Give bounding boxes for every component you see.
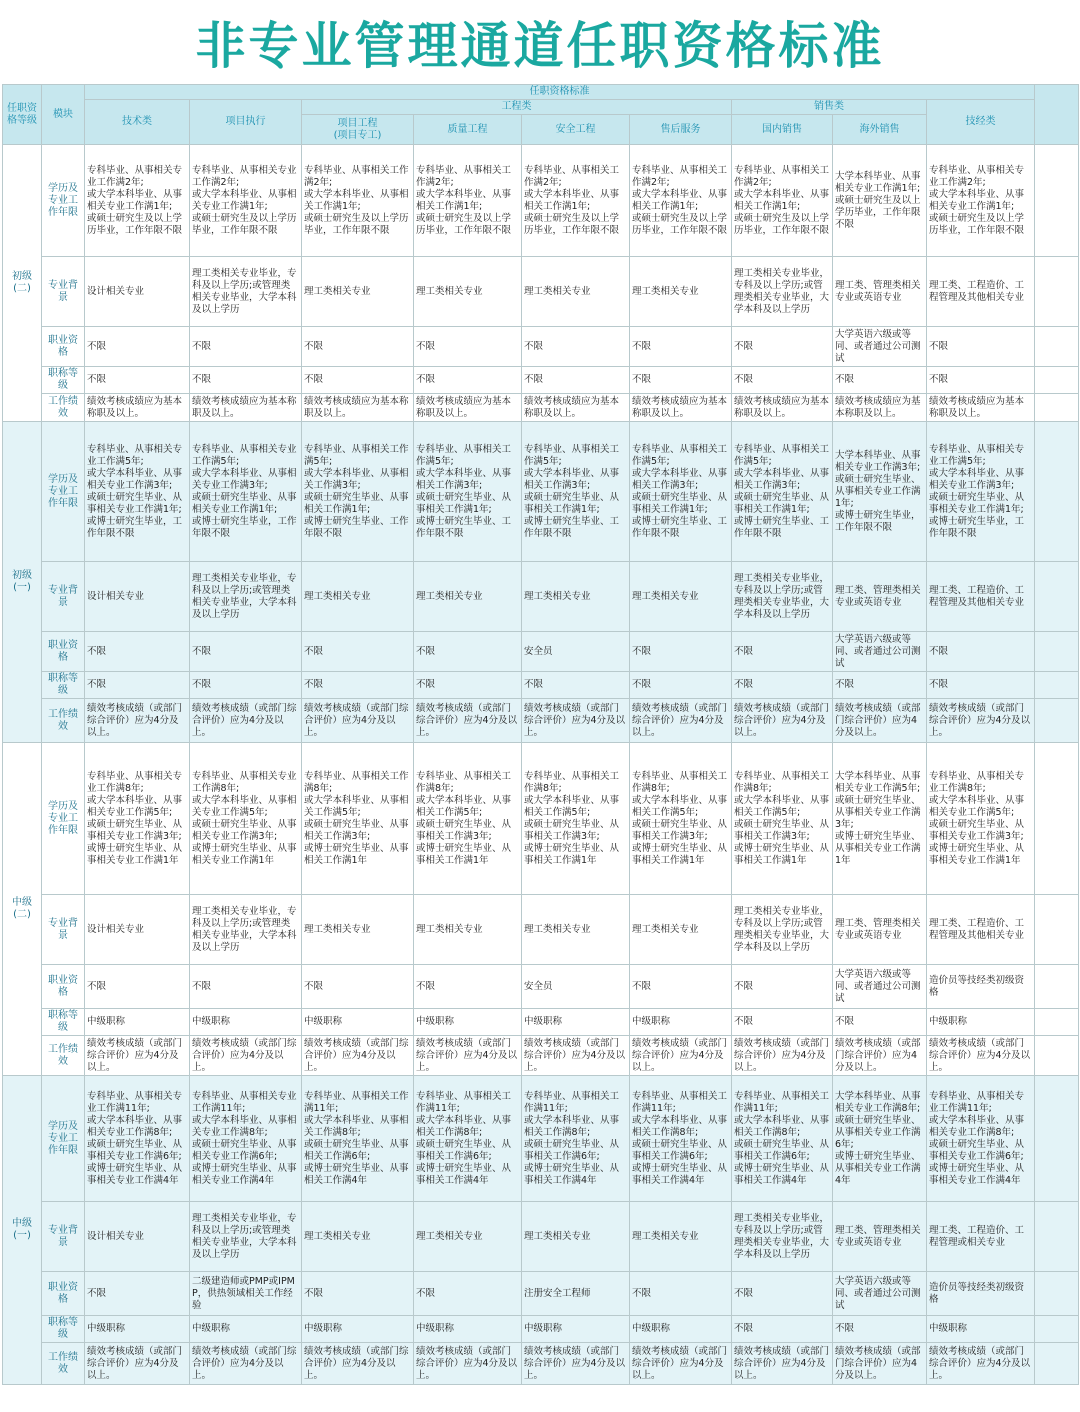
table-cell: 理工类相关专业 (302, 895, 414, 965)
table-cell: 理工类相关专业毕业，专科及以上学历;或管理类相关专业毕业，大学本科及以上学历 (190, 895, 302, 965)
blank-cell (1035, 632, 1079, 672)
table-cell: 专科毕业、从事相关工作满8年; 或大学本科毕业、从事相关工作满5年; 或硕士研究生毕业、从事相关工作满3年; 或博士研究生毕业、从事相关工作满1年 (522, 743, 630, 895)
blank-cell (1035, 145, 1079, 257)
table-cell: 专科毕业、从事相关工作满2年; 或大学本科毕业、从事相关工作满1年; 或硕士研究生及以上学历毕业，工作年限不限 (630, 145, 732, 257)
table-cell: 中级职称 (85, 1009, 190, 1036)
table-cell: 安全员 (522, 965, 630, 1009)
table-cell: 不限 (190, 327, 302, 367)
table-row (3, 327, 1079, 367)
table-cell: 绩效考核成绩应为基本称职及以上。 (927, 394, 1035, 422)
table-cell: 专科毕业、从事相关专业工作满11年; 或大学本科毕业、从事相关专业工作满8年; 或硕士研究生毕业、从事相关专业工作满6年; 或博士研究生毕业、从事相关专业工作满4年 (85, 1076, 190, 1202)
module-label: 工作绩效 (42, 1343, 85, 1385)
table-cell: 绩效考核成绩（或部门综合评价）应为4分及以上。 (630, 1036, 732, 1076)
table-cell: 安全员 (522, 632, 630, 672)
table-row (3, 145, 1079, 257)
table-cell: 不限 (732, 367, 833, 394)
table-cell: 不限 (85, 632, 190, 672)
module-label: 工作绩效 (42, 394, 85, 422)
table-cell: 理工类相关专业毕业，专科及以上学历;或管理类相关专业毕业，大学本科及以上学历 (190, 257, 302, 327)
table-cell: 专科毕业、从事相关专业工作满11年; 或大学本科毕业、从事相关专业工作满8年; 或硕士研究生毕业、从事相关专业工作满6年; 或博士研究生毕业、从事相关专业工作满4年 (190, 1076, 302, 1202)
table-cell: 中级职称 (927, 1009, 1035, 1036)
table-cell: 不限 (302, 327, 414, 367)
table-row (3, 394, 1079, 422)
table-cell: 不限 (414, 1272, 522, 1316)
table-cell: 不限 (927, 672, 1035, 699)
table-cell: 绩效考核成绩应为基本称职及以上。 (190, 394, 302, 422)
table-cell: 中级职称 (630, 1316, 732, 1343)
table-cell: 造价员等技经类初级资格 (927, 965, 1035, 1009)
table-cell: 不限 (630, 327, 732, 367)
table-cell: 专科毕业、从事相关工作满11年; 或大学本科毕业、从事相关工作满8年; 或硕士研究生毕业、从事相关工作满6年; 或博士研究生毕业、从事相关工作满4年 (630, 1076, 732, 1202)
table-cell: 理工类相关专业毕业，专科及以上学历;或管理类相关专业毕业，大学本科及以上学历 (732, 562, 833, 632)
table-cell: 不限 (833, 367, 927, 394)
blank-cell (1035, 394, 1079, 422)
module-label: 工作绩效 (42, 1036, 85, 1076)
table-cell: 理工类相关专业 (630, 257, 732, 327)
table-cell: 大学英语六级或等同、或者通过公司测试 (833, 632, 927, 672)
table-cell: 理工类相关专业 (522, 895, 630, 965)
module-label: 职称等级 (42, 367, 85, 394)
table-cell: 不限 (302, 367, 414, 394)
table-cell: 不限 (833, 672, 927, 699)
table-row (3, 1316, 1079, 1343)
table-cell: 专科毕业、从事相关工作满11年; 或大学本科毕业、从事相关工作满8年; 或硕士研究生毕业、从事相关工作满6年; 或博士研究生毕业、从事相关工作满4年 (414, 1076, 522, 1202)
blank-cell (1035, 1036, 1079, 1076)
table-cell: 专科毕业、从事相关专业工作满5年; 或大学本科毕业、从事相关专业工作满3年; 或硕士研究生毕业、从事相关专业工作满1年; 或博士研究生毕业，工作年限不限 (927, 422, 1035, 562)
table-cell: 绩效考核成绩（或部门综合评价）应为4分及以上。 (927, 1343, 1035, 1385)
table-cell: 理工类、管理类相关专业或英语专业 (833, 562, 927, 632)
module-label: 学历及专业工作年限 (42, 145, 85, 257)
table-cell: 绩效考核成绩（或部门综合评价）应为4分及以上。 (302, 1036, 414, 1076)
table-cell: 不限 (190, 672, 302, 699)
table-cell: 不限 (414, 327, 522, 367)
col-header: 售后服务 (630, 115, 732, 145)
table-cell: 专科毕业、从事相关专业工作满5年; 或大学本科毕业、从事相关专业工作满3年; 或硕士研究生毕业、从事相关专业工作满1年; 或博士研究生毕业，工作年限不限 (190, 422, 302, 562)
table-cell: 绩效考核成绩（或部门综合评价）应为4分及以上。 (302, 699, 414, 743)
table-cell: 绩效考核成绩应为基本称职及以上。 (833, 394, 927, 422)
table-row (3, 1036, 1079, 1076)
table-cell: 理工类相关专业 (302, 1202, 414, 1272)
table-cell: 专科毕业、从事相关工作满11年; 或大学本科毕业、从事相关工作满8年; 或硕士研究生毕业、从事相关工作满6年; 或博士研究生毕业、从事相关工作满4年 (302, 1076, 414, 1202)
table-cell: 不限 (630, 367, 732, 394)
blank-cell (1035, 257, 1079, 327)
table-cell: 不限 (833, 1009, 927, 1036)
table-cell: 中级职称 (927, 1316, 1035, 1343)
module-label: 职业资格 (42, 632, 85, 672)
blank-cell (1035, 367, 1079, 394)
table-cell: 理工类、管理类相关专业或英语专业 (833, 895, 927, 965)
table-cell: 理工类相关专业毕业，专科及以上学历;或管理类相关专业毕业，大学本科及以上学历 (732, 1202, 833, 1272)
table-cell: 专科毕业、从事相关工作满11年; 或大学本科毕业、从事相关工作满8年; 或硕士研究生毕业、从事相关工作满6年; 或博士研究生毕业、从事相关工作满4年 (732, 1076, 833, 1202)
table-cell: 不限 (522, 367, 630, 394)
col-header: 国内销售 (732, 115, 833, 145)
level-label: 初级 (二) (3, 145, 42, 422)
table-cell: 不限 (302, 672, 414, 699)
blank-cell (1035, 699, 1079, 743)
blank-cell (1035, 1272, 1079, 1316)
table-cell: 中级职称 (630, 1009, 732, 1036)
table-cell: 专科毕业、从事相关专业工作满8年; 或大学本科毕业、从事相关专业工作满5年; 或硕士研究生毕业、从事相关专业工作满3年; 或博士研究生毕业、从事相关专业工作满1年 (927, 743, 1035, 895)
table-cell: 不限 (732, 1009, 833, 1036)
table-cell: 中级职称 (522, 1009, 630, 1036)
table-cell: 中级职称 (414, 1316, 522, 1343)
table-cell: 绩效考核成绩（或部门综合评价）应为4分及以上。 (85, 1036, 190, 1076)
table-cell: 不限 (927, 367, 1035, 394)
table-cell: 不限 (302, 632, 414, 672)
blank-header (1035, 85, 1079, 145)
table-cell: 绩效考核成绩（或部门综合评价）应为4分及以上。 (190, 1036, 302, 1076)
table-row (3, 562, 1079, 632)
module-label: 职称等级 (42, 672, 85, 699)
table-cell: 绩效考核成绩（或部门综合评价）应为4分及以上。 (85, 699, 190, 743)
table-cell: 专科毕业、从事相关工作满2年; 或大学本科毕业、从事相关工作满1年; 或硕士研究生及以上学历毕业，工作年限不限 (302, 145, 414, 257)
table-cell: 大学英语六级或等同、或者通过公司测试 (833, 965, 927, 1009)
module-column-header: 模块 (42, 85, 85, 145)
module-label: 工作绩效 (42, 699, 85, 743)
table-cell: 绩效考核成绩（或部门综合评价）应为4分及以上。 (414, 1036, 522, 1076)
blank-cell (1035, 327, 1079, 367)
table-cell: 理工类相关专业 (630, 895, 732, 965)
col-header: 技经类 (927, 100, 1035, 145)
table-cell: 不限 (302, 965, 414, 1009)
table-cell: 绩效考核成绩（或部门综合评价）应为4分及以上。 (927, 1036, 1035, 1076)
table-cell: 不限 (522, 327, 630, 367)
table-cell: 理工类相关专业 (414, 1202, 522, 1272)
table-cell: 专科毕业、从事相关工作满11年; 或大学本科毕业、从事相关工作满8年; 或硕士研究生毕业、从事相关工作满6年; 或博士研究生毕业、从事相关工作满4年 (522, 1076, 630, 1202)
table-cell: 不限 (732, 965, 833, 1009)
table-cell: 绩效考核成绩（或部门综合评价）应为4分及以上。 (522, 1036, 630, 1076)
blank-cell (1035, 1076, 1079, 1202)
table-cell: 注册安全工程师 (522, 1272, 630, 1316)
table-cell: 绩效考核成绩（或部门综合评价）应为4分及以上。 (630, 1343, 732, 1385)
blank-cell (1035, 672, 1079, 699)
blank-cell (1035, 965, 1079, 1009)
blank-cell (1035, 1009, 1079, 1036)
table-cell: 理工类相关专业 (522, 1202, 630, 1272)
table-cell: 专科毕业、从事相关专业工作满11年; 或大学本科毕业、从事相关专业工作满8年; 或硕士研究生毕业、从事相关专业工作满6年; 或博士研究生毕业、从事相关专业工作满4年 (927, 1076, 1035, 1202)
table-cell: 理工类相关专业 (302, 562, 414, 632)
table-cell: 不限 (414, 632, 522, 672)
module-label: 职称等级 (42, 1316, 85, 1343)
table-cell: 绩效考核成绩应为基本称职及以上。 (302, 394, 414, 422)
table-cell: 不限 (85, 327, 190, 367)
table-cell: 绩效考核成绩（或部门综合评价）应为4分及以上。 (522, 699, 630, 743)
table-cell: 专科毕业、从事相关专业工作满2年; 或大学本科毕业、从事相关专业工作满1年; 或硕士研究生及以上学历毕业，工作年限不限 (927, 145, 1035, 257)
table-cell: 不限 (732, 1316, 833, 1343)
table-cell: 不限 (732, 1272, 833, 1316)
table-cell: 大学英语六级或等同、或者通过公司测试 (833, 1272, 927, 1316)
table-cell: 专科毕业、从事相关专业工作满2年; 或大学本科毕业、从事相关专业工作满1年; 或硕士研究生及以上学历毕业，工作年限不限 (190, 145, 302, 257)
table-cell: 绩效考核成绩（或部门综合评价）应为4分及以上。 (414, 1343, 522, 1385)
table-cell: 不限 (190, 632, 302, 672)
table-cell: 专科毕业、从事相关专业工作满8年; 或大学本科毕业、从事相关专业工作满5年; 或硕士研究生毕业、从事相关专业工作满3年; 或博士研究生毕业、从事相关专业工作满1年 (85, 743, 190, 895)
table-cell: 绩效考核成绩应为基本称职及以上。 (85, 394, 190, 422)
table-cell: 专科毕业、从事相关工作满8年; 或大学本科毕业、从事相关工作满5年; 或硕士研究生毕业、从事相关工作满3年; 或博士研究生毕业、从事相关工作满1年 (302, 743, 414, 895)
module-label: 学历及专业工作年限 (42, 743, 85, 895)
table-cell: 绩效考核成绩应为基本称职及以上。 (522, 394, 630, 422)
table-cell: 不限 (927, 327, 1035, 367)
table-cell: 绩效考核成绩（或部门综合评价）应为4分及以上。 (732, 1036, 833, 1076)
module-label: 职业资格 (42, 327, 85, 367)
blank-cell (1035, 895, 1079, 965)
module-label: 专业背景 (42, 257, 85, 327)
table-cell: 绩效考核成绩（或部门综合评价）应为4分及以上。 (833, 1343, 927, 1385)
table-cell: 不限 (732, 327, 833, 367)
module-label: 职称等级 (42, 1009, 85, 1036)
blank-cell (1035, 743, 1079, 895)
table-cell: 专科毕业、从事相关工作满5年; 或大学本科毕业、从事相关工作满3年; 或硕士研究生毕业、从事相关工作满1年; 或博士研究生毕业、工作年限不限 (630, 422, 732, 562)
table-cell: 设计相关专业 (85, 257, 190, 327)
table-cell: 理工类、管理类相关专业或英语专业 (833, 1202, 927, 1272)
table-row (3, 367, 1079, 394)
table-cell: 不限 (190, 965, 302, 1009)
table-cell: 理工类相关专业毕业，专科及以上学历;或管理类相关专业毕业，大学本科及以上学历 (732, 257, 833, 327)
table-cell: 二级建造师或PMP或IPMP，供热领域相关工作经验 (190, 1272, 302, 1316)
col-header: 海外销售 (833, 115, 927, 145)
table-cell: 理工类相关专业 (522, 257, 630, 327)
table-cell: 理工类相关专业 (302, 257, 414, 327)
blank-cell (1035, 562, 1079, 632)
table-cell: 不限 (732, 632, 833, 672)
table-cell: 设计相关专业 (85, 895, 190, 965)
blank-cell (1035, 422, 1079, 562)
table-cell: 绩效考核成绩（或部门综合评价）应为4分及以上。 (833, 1036, 927, 1076)
table-cell: 绩效考核成绩应为基本称职及以上。 (414, 394, 522, 422)
table-cell: 大学本科毕业、从事相关专业工作满5年; 或硕士研究生毕业、从事相关专业工作满3年; 或博士研究生毕业、从事相关专业工作满1年 (833, 743, 927, 895)
table-row (3, 743, 1079, 895)
table-cell: 绩效考核成绩应为基本称职及以上。 (630, 394, 732, 422)
col-header: 项目工程 (项目专工) (302, 115, 414, 145)
table-cell: 理工类相关专业 (414, 895, 522, 965)
table-cell: 专科毕业、从事相关工作满2年; 或大学本科毕业、从事相关工作满1年; 或硕士研究生及以上学历毕业，工作年限不限 (414, 145, 522, 257)
table-cell: 绩效考核成绩（或部门综合评价）应为4分及以上。 (302, 1343, 414, 1385)
table-cell: 绩效考核成绩（或部门综合评价）应为4分及以上。 (630, 699, 732, 743)
blank-cell (1035, 1202, 1079, 1272)
table-cell: 绩效考核成绩（或部门综合评价）应为4分及以上。 (833, 699, 927, 743)
table-cell: 理工类相关专业毕业，专科及以上学历;或管理类相关专业毕业，大学本科及以上学历 (190, 562, 302, 632)
table-cell: 专科毕业、从事相关工作满8年; 或大学本科毕业、从事相关工作满5年; 或硕士研究生毕业、从事相关工作满3年; 或博士研究生毕业、从事相关工作满1年 (630, 743, 732, 895)
table-cell: 大学本科毕业、从事相关专业工作满1年; 或硕士研究生及以上学历毕业，工作年限不限 (833, 145, 927, 257)
table-cell: 不限 (302, 1272, 414, 1316)
table-cell: 中级职称 (302, 1316, 414, 1343)
table-cell: 绩效考核成绩（或部门综合评价）应为4分及以上。 (732, 699, 833, 743)
table-cell: 理工类、工程造价、工程管理及其他相关专业 (927, 562, 1035, 632)
table-cell: 中级职称 (190, 1009, 302, 1036)
module-label: 专业背景 (42, 1202, 85, 1272)
module-label: 专业背景 (42, 895, 85, 965)
table-cell: 不限 (85, 672, 190, 699)
table-cell: 理工类、工程造价、工程管理及其他相关专业 (927, 895, 1035, 965)
table-cell: 绩效考核成绩（或部门综合评价）应为4分及以上。 (927, 699, 1035, 743)
table-cell: 大学本科毕业、从事相关专业工作满8年; 或硕士研究生毕业、从事相关专业工作满6年; 或博士研究生毕业、从事相关专业工作满4年 (833, 1076, 927, 1202)
table-cell: 中级职称 (302, 1009, 414, 1036)
table-cell: 不限 (414, 672, 522, 699)
table-cell: 设计相关专业 (85, 1202, 190, 1272)
col-header: 质量工程 (414, 115, 522, 145)
table-cell: 理工类相关专业 (522, 562, 630, 632)
table-cell: 不限 (630, 1272, 732, 1316)
table-row (3, 257, 1079, 327)
table-row (3, 965, 1079, 1009)
col-header: 安全工程 (522, 115, 630, 145)
table-cell: 理工类、工程造价、工程管理及其他相关专业 (927, 257, 1035, 327)
page-title: 非专业管理通道任职资格标准 (195, 17, 885, 75)
module-label: 职业资格 (42, 1272, 85, 1316)
blank-cell (1035, 1343, 1079, 1385)
table-cell: 不限 (414, 367, 522, 394)
table-row (3, 422, 1079, 562)
table-cell: 绩效考核成绩（或部门综合评价）应为4分及以上。 (85, 1343, 190, 1385)
table-cell: 专科毕业、从事相关工作满5年; 或大学本科毕业、从事相关工作满3年; 或硕士研究生毕业、从事相关工作满1年; 或博士研究生毕业、工作年限不限 (732, 422, 833, 562)
table-cell: 中级职称 (522, 1316, 630, 1343)
table-cell: 不限 (732, 672, 833, 699)
table-cell: 大学英语六级或等同、或者通过公司测试 (833, 327, 927, 367)
table-cell: 不限 (630, 632, 732, 672)
module-label: 学历及专业工作年限 (42, 1076, 85, 1202)
table-cell: 中级职称 (85, 1316, 190, 1343)
level-column-header: 任职资格等级 (3, 85, 42, 145)
qualification-table (2, 84, 1079, 1385)
table-row (3, 632, 1079, 672)
table-row (3, 1343, 1079, 1385)
col-header: 技术类 (85, 100, 190, 145)
table-cell: 专科毕业、从事相关专业工作满2年; 或大学本科毕业、从事相关专业工作满1年; 或硕士研究生及以上学历毕业，工作年限不限 (85, 145, 190, 257)
table-cell: 理工类相关专业毕业，专科及以上学历;或管理类相关专业毕业，大学本科及以上学历 (190, 1202, 302, 1272)
col-header: 项目执行 (190, 100, 302, 145)
table-cell: 不限 (190, 367, 302, 394)
blank-cell (1035, 1316, 1079, 1343)
table-cell: 绩效考核成绩（或部门综合评价）应为4分及以上。 (522, 1343, 630, 1385)
table-cell: 绩效考核成绩（或部门综合评价）应为4分及以上。 (732, 1343, 833, 1385)
table-cell: 理工类、管理类相关专业或英语专业 (833, 257, 927, 327)
table-cell: 绩效考核成绩应为基本称职及以上。 (732, 394, 833, 422)
table-cell: 绩效考核成绩（或部门综合评价）应为4分及以上。 (190, 1343, 302, 1385)
table-cell: 专科毕业、从事相关工作满5年; 或大学本科毕业、从事相关工作满3年; 或硕士研究生毕业、从事相关工作满1年; 或博士研究生毕业、工作年限不限 (302, 422, 414, 562)
table-cell: 专科毕业、从事相关专业工作满5年; 或大学本科毕业、从事相关专业工作满3年; 或硕士研究生毕业、从事相关专业工作满1年; 或博士研究生毕业，工作年限不限 (85, 422, 190, 562)
table-cell: 绩效考核成绩（或部门综合评价）应为4分及以上。 (190, 699, 302, 743)
table-cell: 理工类、工程造价、工程管理或相关专业 (927, 1202, 1035, 1272)
table-cell: 中级职称 (190, 1316, 302, 1343)
sales-group-header: 销售类 (732, 100, 927, 115)
table-cell: 不限 (85, 1272, 190, 1316)
table-cell: 理工类相关专业 (630, 1202, 732, 1272)
table-cell: 理工类相关专业 (414, 562, 522, 632)
standard-group-header: 任职资格标准 (85, 85, 1035, 100)
table-row (3, 1009, 1079, 1036)
table-cell: 专科毕业、从事相关专业工作满8年; 或大学本科毕业、从事相关专业工作满5年; 或硕士研究生毕业、从事相关专业工作满3年; 或博士研究生毕业、从事相关专业工作满1年 (190, 743, 302, 895)
table-cell: 中级职称 (414, 1009, 522, 1036)
table-cell: 不限 (630, 672, 732, 699)
table-row (3, 672, 1079, 699)
table-cell: 造价员等技经类初级资格 (927, 1272, 1035, 1316)
table-cell: 专科毕业、从事相关工作满8年; 或大学本科毕业、从事相关工作满5年; 或硕士研究生毕业、从事相关工作满3年; 或博士研究生毕业、从事相关工作满1年 (732, 743, 833, 895)
table-cell: 不限 (630, 965, 732, 1009)
level-label: 初级 (一) (3, 422, 42, 743)
level-label: 中级 (一) (3, 1076, 42, 1385)
engineering-group-header: 工程类 (302, 100, 732, 115)
table-row (3, 699, 1079, 743)
module-label: 学历及专业工作年限 (42, 422, 85, 562)
table-cell: 不限 (833, 1316, 927, 1343)
level-label: 中级 (二) (3, 743, 42, 1076)
table-cell: 专科毕业、从事相关工作满2年; 或大学本科毕业、从事相关工作满1年; 或硕士研究生及以上学历毕业，工作年限不限 (732, 145, 833, 257)
table-cell: 专科毕业、从事相关工作满5年; 或大学本科毕业、从事相关工作满3年; 或硕士研究生毕业、从事相关工作满1年; 或博士研究生毕业、工作年限不限 (522, 422, 630, 562)
table-cell: 不限 (927, 632, 1035, 672)
table-cell: 设计相关专业 (85, 562, 190, 632)
table-cell: 专科毕业、从事相关工作满8年; 或大学本科毕业、从事相关工作满5年; 或硕士研究生毕业、从事相关工作满3年; 或博士研究生毕业、从事相关工作满1年 (414, 743, 522, 895)
table-cell: 大学本科毕业、从事相关专业工作满3年; 或硕士研究生毕业、从事相关专业工作满1年; 或博士研究生毕业，工作年限不限 (833, 422, 927, 562)
table-cell: 理工类相关专业毕业，专科及以上学历;或管理类相关专业毕业，大学本科及以上学历 (732, 895, 833, 965)
table-cell: 专科毕业、从事相关工作满5年; 或大学本科毕业、从事相关工作满3年; 或硕士研究生毕业、从事相关工作满1年; 或博士研究生毕业、工作年限不限 (414, 422, 522, 562)
table-cell: 绩效考核成绩（或部门综合评价）应为4分及以上。 (414, 699, 522, 743)
table-row (3, 1076, 1079, 1202)
table-cell: 不限 (85, 965, 190, 1009)
table-cell: 理工类相关专业 (414, 257, 522, 327)
table-cell: 不限 (85, 367, 190, 394)
table-cell: 不限 (414, 965, 522, 1009)
table-cell: 理工类相关专业 (630, 562, 732, 632)
table-row (3, 1202, 1079, 1272)
table-cell: 不限 (522, 672, 630, 699)
table-row (3, 1272, 1079, 1316)
module-label: 职业资格 (42, 965, 85, 1009)
module-label: 专业背景 (42, 562, 85, 632)
table-row (3, 895, 1079, 965)
table-cell: 专科毕业、从事相关工作满2年; 或大学本科毕业、从事相关工作满1年; 或硕士研究生及以上学历毕业，工作年限不限 (522, 145, 630, 257)
